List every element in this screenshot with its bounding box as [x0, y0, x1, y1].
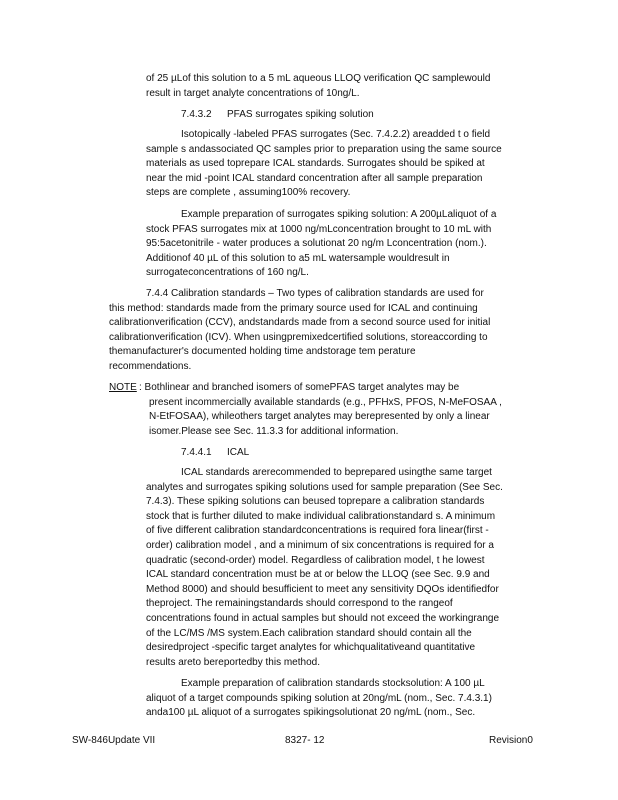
text-line: results areto bereportedby this method. [146, 656, 320, 668]
paragraph-section-744 [109, 287, 537, 375]
text-line: 7.4.4 Calibration standards – Two types of calibration standards are used for [146, 288, 484, 299]
section-number: 7.4.4.1 [181, 447, 212, 458]
paragraph-example-surrogates [146, 208, 535, 281]
footer-revision: Revision0 [489, 735, 533, 746]
text-line: ICAL standards arerecommended to beprepared usingthe same target [181, 467, 492, 478]
text-line: order) calibration model , and a minimum of six concentrations is required for a [146, 539, 494, 551]
section-heading-7432 [181, 108, 374, 122]
text-line: isomer.Please see Sec. 11.3.3 for additional information. [149, 425, 399, 437]
text-line: of five different calibration standardconcentrations is required fora linear(first - [146, 525, 489, 537]
text-line: stock PFAS surrogates mix at 1000 ng/mLconcentration brought to 10 mL with [146, 223, 492, 235]
text-line: theproject. The remainingstandards should correspond to the rangeof [146, 598, 453, 610]
text-line: quadratic (second-order) model. Regardless of calibration model, t he lowest [146, 554, 485, 566]
text-line: calibrationverification (CCV), andstandards made from a second source used for initial [109, 317, 491, 329]
text-line: of 25 µLof this solution to a 5 mL aqueous LLOQ verification QC samplewould [146, 73, 491, 84]
text-line: Additionof 40 µL of this solution to a5 mL watersample wouldresult in [146, 252, 450, 264]
paragraph-lloq-continuation [146, 72, 532, 101]
text-line: surrogateconcentrations of 160 ng/L. [146, 267, 309, 279]
text-line: materials as used toprepare ICAL standards. Surrogates should be spiked at [146, 158, 485, 170]
text-line: analytes and surrogates spiking solutions used for sample preparation (See Sec. [146, 481, 503, 493]
section-title: PFAS surrogates spiking solution [227, 109, 374, 120]
paragraph-example-calibration [146, 677, 535, 721]
text-line: desiredproject -specific target analytes for whichqualitativeand quantitative [146, 642, 476, 654]
text-line: anda100 µL aliquot of a surrogates spikingsolutionat 20 ng/mL (nom., Sec. [146, 707, 476, 719]
text-line: aliquot of a target compounds spiking solution at 20ng/mL (nom., Sec. 7.4.3.1) [146, 692, 492, 704]
text-line: recommendations. [109, 360, 192, 372]
text-line: ICAL standard concentration must be at or below the LLOQ (see Sec. 9.9 and [146, 569, 490, 581]
text-line: result in target analyte concentrations of 10ng/L. [146, 87, 360, 99]
text-line: 95:5acetonitrile - water produces a solutionat 20 ng/m Lconcentration (nom.). [146, 238, 487, 250]
section-number: 7.4.3.2 [181, 109, 212, 120]
text-line: steps are complete , assuming100% recovery. [146, 187, 351, 199]
footer-left: SW-846Update VII [72, 735, 156, 746]
text-line: sample s andassociated QC samples prior to preparation using the same source [146, 143, 502, 155]
paragraph-ical [146, 466, 537, 670]
note-label: NOTE [109, 382, 137, 393]
note-text [139, 381, 539, 439]
text-line: near the mid -point ICAL standard concentration after all sample preparation [146, 172, 483, 184]
text-line: Method 8000) and should besufficient to meet any sensitivity DQOs identifiedfor [146, 583, 499, 595]
text-line: concentrations found in actual samples but should not exceed the workingrange [146, 612, 500, 624]
text-line: stock that is further diluted to make individual calibrationstandard s. A minimum [146, 510, 496, 522]
text-line: 7.4.3). These spiking solutions can beused toprepare a calibration standards [146, 496, 485, 508]
text-line: N-EtFOSAA), whileothers target analytes may berepresented by only a linear [149, 411, 490, 423]
text-line: : Bothlinear and branched isomers of somePFAS target analytes may be [139, 382, 460, 393]
text-line: Example preparation of surrogates spiking solution: A 200µLaliquot of a [181, 209, 497, 220]
text-line: Isotopically -labeled PFAS surrogates (Sec. 7.4.2.2) areadded t o field [181, 129, 491, 140]
section-heading-7441 [181, 446, 249, 460]
text-line: themanufacturer's documented holding time andstorage tem perature [109, 346, 416, 358]
text-line: present incommercially available standards (e.g., PFHxS, PFOS, N-MeFOSAA , [149, 396, 502, 408]
paragraph-surrogates [146, 128, 535, 201]
text-line: Example preparation of calibration standards stocksolution: A 100 µL [181, 678, 485, 689]
text-line: calibrationverification (ICV). When usingpremixedcertified solutions, storeaccording to [109, 331, 488, 343]
footer-page-number: 8327- 12 [285, 735, 325, 746]
section-title: ICAL [227, 447, 250, 458]
text-line: this method: standards made from the primary source used for ICAL and continuing [109, 302, 478, 314]
text-line: of the LC/MS /MS system.Each calibration standard should contain all the [146, 627, 472, 639]
